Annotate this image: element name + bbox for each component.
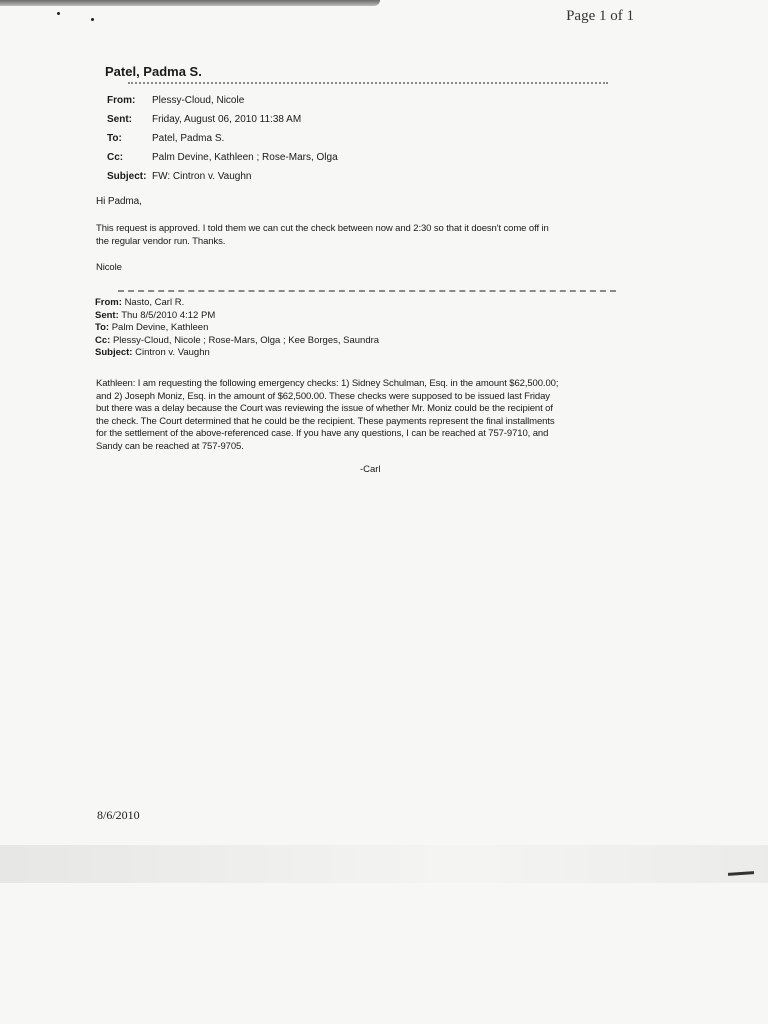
fwd-sent-label: Sent:: [95, 309, 119, 321]
email-header: [107, 91, 338, 186]
to-label: To:: [107, 133, 122, 144]
subject-value: FW: Cintron v. Vaughn: [152, 171, 252, 182]
page-number: Page 1 of 1: [566, 8, 634, 24]
fwd-subject-value: Cintron v. Vaughn: [135, 347, 210, 359]
fwd-cc-value: Plessy-Cloud, Nicole ; Rose-Mars, Olga ; Kee Borges, Saundra: [112, 334, 380, 346]
sent-value: Friday, August 06, 2010 11:38 AM: [152, 114, 302, 125]
fwd-from-value: Nasto, Carl R.: [124, 297, 185, 308]
body-line: the regular vendor run. Thanks.: [96, 235, 226, 247]
footer-date: 8/6/2010: [97, 808, 140, 822]
signature-carl: -Carl: [360, 464, 381, 475]
forward-divider: [118, 290, 616, 292]
fwd-from-label: From:: [95, 297, 122, 308]
to-value: Patel, Padma S.: [152, 133, 225, 144]
from-label: From:: [107, 95, 136, 106]
fwd-from-row: [95, 297, 379, 310]
fwd-cc-label: Cc:: [95, 334, 111, 346]
fwd-subject-label: Subject:: [95, 347, 133, 359]
signature-nicole: Nicole: [96, 262, 122, 273]
cc-row: [107, 148, 338, 167]
scan-band-artifact: [0, 845, 768, 883]
mailbox-owner-name: Patel, Padma S.: [105, 64, 202, 79]
fwd-body-line: but there was a delay because the Court was reviewing the issue of whether Mr. Moniz could be the recipient of: [96, 403, 553, 414]
sent-label: Sent:: [107, 114, 132, 125]
cc-label: Cc:: [107, 152, 124, 163]
fwd-to-row: [95, 322, 379, 335]
fwd-sent-row: [95, 310, 379, 323]
fwd-body-line: and 2) Joseph Moniz, Esq. in the amount of $62,500.00. These checks were supposed to be issued last Friday: [96, 390, 550, 402]
from-row: [107, 91, 338, 110]
subject-label: Subject:: [107, 171, 147, 182]
fwd-body-line: for the settlement of the above-referenced case. If you have any questions, I can be reached at 757-9710, and: [96, 428, 549, 439]
fwd-to-value: Palm Devine, Kathleen: [111, 322, 209, 334]
subject-row: [107, 167, 338, 186]
cc-value: Palm Devine, Kathleen ; Rose-Mars, Olga: [152, 152, 338, 163]
fwd-body-line: the check. The Court determined that he could be the recipient. These payments represent the final installments: [96, 415, 555, 427]
to-row: [107, 129, 338, 148]
scan-speck: [91, 18, 94, 21]
from-value: Plessy-Cloud, Nicole: [152, 95, 245, 106]
greeting: Hi Padma,: [96, 196, 142, 207]
fwd-body-line: Sandy can be reached at 757-9705.: [96, 440, 244, 452]
email-body: [96, 223, 549, 248]
fwd-sent-value: Thu 8/5/2010 4:12 PM: [121, 309, 216, 321]
sent-row: [107, 110, 338, 129]
fwd-cc-row: [95, 335, 379, 348]
header-divider: [128, 82, 608, 84]
forwarded-body: [96, 378, 558, 453]
fwd-body-line: Kathleen: I am requesting the following emergency checks: 1) Sidney Schulman, Esq. in the amount $62,500.00;: [96, 378, 559, 389]
body-line: This request is approved. I told them we can cut the check between now and 2:30 so that it doesn't come off in: [96, 223, 549, 234]
scan-speck: [57, 12, 60, 15]
fwd-to-label: To:: [95, 322, 110, 334]
forwarded-header: [95, 297, 379, 360]
scan-edge-artifact: [0, 0, 380, 6]
fwd-subject-row: [95, 347, 379, 360]
